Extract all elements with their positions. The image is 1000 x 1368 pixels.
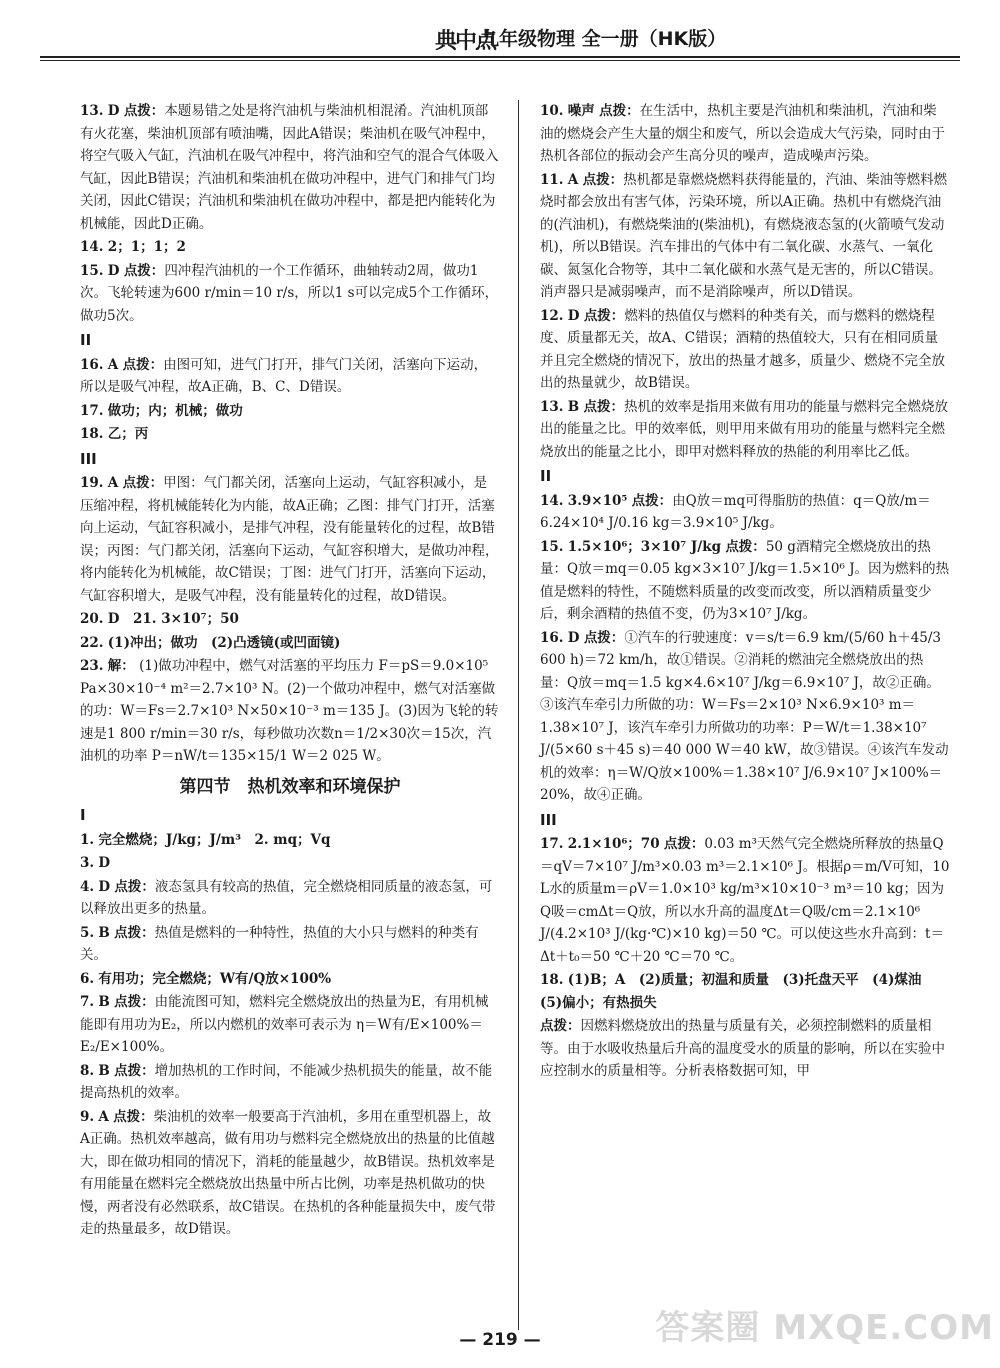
answer-key: A (567, 171, 579, 188)
question-number: 13. (540, 398, 564, 415)
hint-label: 点拨： (583, 307, 625, 324)
answer-key: D (98, 855, 111, 871)
hint-label: 点拨： (114, 1062, 155, 1079)
answer-key: 完全燃烧；J/kg；J/m³ 2. mq；Vq (98, 831, 331, 848)
answer-key: 2；1；1；2 (107, 239, 186, 255)
question-number: 22. (80, 634, 104, 651)
section-title: 第四节 热机效率和环境保护 (179, 776, 401, 797)
question-number: 10. (540, 103, 564, 119)
column-divider (518, 100, 519, 1330)
hint-label: 点拨： (583, 398, 625, 415)
answer-key: A (107, 475, 119, 491)
answer-key: A (98, 1108, 109, 1125)
explanation-text: 四冲程汽油机的一个工作循环，曲轴转动2周，做功1次。飞轮转速为600 r/min＝10 r/s，所以1 s可以完成5个工作循环，做功5次。 (80, 262, 499, 324)
answer-item (80, 876, 500, 921)
answer-item (540, 1015, 950, 1083)
answer-item (80, 608, 500, 631)
answer-key: D 21. 3×10⁷；50 (107, 611, 239, 627)
level-marker: I (80, 806, 86, 824)
explanation-text: 由图可知，进气门打开，排气门关闭，活塞向下运动，所以是吸气冲程，故A正确，B、C、D错误。 (80, 356, 488, 395)
hint-label: 点拨： (631, 492, 673, 509)
explanation-text: 在生活中，热机主要是汽油机和柴油机，汽油和柴油的燃烧会产生大量的烟尘和废气，所以会造成大气污染，同时由于热机各部位的振动会产生高分贝的噪声，造成噪声污染。 (540, 103, 945, 164)
level-marker: II (540, 467, 552, 485)
explanation-text: 50 g酒精完全燃烧放出的热量：Q放＝mq＝0.05 kg×3×10⁷ J/kg＝1.5×10⁶ J。因为燃料的热值是燃料的特性，不随燃料质量的改变而改变，所以酒精质量变少后，剩余酒精的热值不变，仍为3×10⁷ J/kg。 (540, 538, 950, 622)
level-marker: III (80, 449, 97, 468)
question-number: 16. (80, 356, 104, 373)
right-column (540, 100, 950, 1084)
answer-key: D (98, 878, 111, 895)
question-number: 9. (80, 1108, 95, 1125)
level-marker: III (540, 810, 557, 829)
answer-key: 乙；丙 (107, 426, 149, 442)
answer-item (540, 396, 950, 464)
answer-item (80, 852, 500, 875)
explanation-text: 热值是燃料的一种特性，热值的大小只与燃料的种类有关。 (80, 924, 479, 963)
explanation-text: 因燃料燃烧放出的热量与质量有关，必须控制燃料的质量相等。由于水吸收热量后升高的温度受水的质量的影响，所以在实验中应控制水的质量相等。分析表格数据可知，甲 (540, 1018, 945, 1079)
answer-item (540, 490, 950, 535)
explanation-text: 热机的效率是指用来做有用功的能量与燃料完全燃烧放出的能量之比。甲的效率低，则甲用来做有用功的能量与燃料完全燃烧放出的能量之比小，即甲对燃料释放的热能的利用率比乙低。 (540, 398, 949, 460)
answer-key: 噪声 (567, 103, 595, 119)
answer-key: D (107, 103, 120, 119)
explanation-text: 热机都是靠燃烧燃料获得能量的，汽油、柴油等燃料燃烧时都会放出有害气体，污染环境，所以A正确。热机中有燃烧汽油的(汽油机)，有燃烧柴油的(柴油机)，有燃烧液态氢的(火箭喷气发动机)，所以B错误。汽车排出的气体中有二氧化碳、水蒸气、一氧化碳、氮氢化合物等，其中二氧化碳和水蒸气是无害的，所以C错误。消声器只是减弱噪声，而不是消除噪声，所以D错误。 (540, 171, 948, 300)
answer-key: D (567, 629, 580, 646)
hint-label: 点拨： (113, 1108, 154, 1125)
question-number: 14. (80, 239, 104, 255)
answer-key: B (98, 994, 110, 1010)
answer-key: B (98, 1062, 110, 1079)
page-number: — 219 — (459, 1330, 541, 1350)
book-logo: 典中点 (435, 29, 496, 54)
answer-item (540, 100, 950, 168)
answer-key: B (98, 924, 110, 941)
question-number: 3. (80, 855, 95, 871)
question-number: 19. (80, 475, 104, 491)
explanation-text: 甲图：气门都关闭，活塞向上运动，气缸容积减小，是压缩冲程，将机械能转化为内能，故A正确；乙图：排气门打开，活塞向上运动，气缸容积减小，是排气冲程，没有能量转化的过程，故B错误；丙图：气门都关闭，活塞向下运动，气缸容积增大，是做功冲程，将内能转化为机械能，故C错误；丁图：进气门打开，活塞向下运动，气缸容积增大，是吸气冲程，没有能量转化的过程，故D错误。 (80, 475, 499, 604)
explanation-text: 由Q放＝mq可得脂肪的热值：q＝Q放/m＝6.24×10⁴ J/0.16 kg＝3.9×10⁵ J/kg。 (540, 492, 931, 531)
answer-key: D (107, 262, 120, 279)
explanation-text: 柴油机的效率一般要高于汽油机，多用在重型机器上，故A正确。热机效率越高，做有用功与燃料完全燃烧放出的热量的比值越大，即在做功相同的情况下，消耗的能量越少，故B错误。热机效率是有用能量在燃料完全燃烧放出热量中所占比例，功率是热机做功的快慢，两者没有必然联系，故C错误。在热机的各种能量损失中，废气带走的热量最多，故D错误。 (80, 1108, 496, 1237)
answer-item (80, 829, 500, 852)
watermark-logo: 答案圈 MXQE.COM (655, 1308, 994, 1348)
explanation-text: (1)做功冲程中，燃气对活塞的平均压力 F＝pS＝9.0×10⁵ Pa×30×10⁻⁴ m²＝2.7×10³ N。(2)一个做功冲程中，燃气对活塞做的功：W＝Fs＝2.7×10³ N×50×10⁻³ m＝135 J。(3)因为飞轮的转速是1 800 r/min＝30 r/s，每秒做功次数n＝1/2×30次＝15次，汽油机的功率 P＝nW/t＝135×15/1 W＝2 025 W。 (80, 658, 499, 764)
answer-item (80, 655, 500, 768)
answer-item (540, 833, 950, 968)
header-rule (40, 56, 960, 58)
answer-item (80, 922, 500, 967)
question-number: 15. (540, 538, 564, 555)
hint-label: 点拨： (599, 103, 640, 119)
answer-key: 有用功；完全燃烧；W有/Q放×100% (98, 970, 332, 987)
answer-item (80, 632, 500, 655)
answer-item (80, 100, 500, 235)
question-number: 14. (540, 492, 564, 509)
question-number: 8. (80, 1062, 95, 1079)
hint-label: 点拨： (122, 475, 164, 491)
left-column (80, 100, 500, 1242)
question-number: 6. (80, 970, 95, 987)
question-number: 11. (540, 171, 564, 188)
level-marker: II (80, 331, 92, 349)
answer-item (540, 536, 950, 626)
answer-key: 解： (107, 658, 135, 674)
question-number: 23. (80, 658, 104, 674)
question-number: 7. (80, 994, 95, 1010)
answer-item (80, 354, 500, 399)
hint-label: 点拨： (725, 538, 766, 555)
explanation-text: 本题易错之处是将汽油机与柴油机相混淆。汽油机顶部有火花塞，柴油机顶部有喷油嘴，因此A错误；柴油机在吸气冲程中，将空气吸入气缸，汽油机在吸气冲程中，将汽油和空气的混合气体吸入气缸，因此B错误；汽油机和柴油机在做功冲程中，进气门和排气门均关闭，因此C错误；汽油机和柴油机在做功冲程中，都是把内能转化为机械能，因此D正确。 (80, 103, 499, 232)
question-number: 5. (80, 924, 95, 941)
explanation-text: 液态氢具有较高的热值，完全燃烧相同质量的液态氢，可以释放出更多的热量。 (80, 878, 493, 917)
explanation-text: 增加热机的工作时间，不能减少热机损失的能量，故不能提高热机的效率。 (80, 1062, 493, 1101)
answer-item (80, 991, 500, 1059)
answer-item (80, 400, 500, 423)
answer-key: B (567, 398, 580, 415)
answer-item (540, 969, 950, 1014)
answer-key: 2.1×10⁶；70 (567, 836, 660, 852)
hint-label: 点拨： (582, 171, 624, 188)
hint-label: 点拨： (583, 629, 625, 646)
answer-item (80, 1060, 500, 1105)
hint-label: 点拨： (123, 262, 165, 279)
answer-item (540, 169, 950, 304)
answer-item (80, 968, 500, 991)
book-title: 九年级物理 全一册（HK版） (480, 28, 727, 50)
question-number: 18. (540, 972, 564, 988)
answer-key: (1)B；A (2)质量；初温和质量 (3)托盘天平 (4)煤油 (5)偏小；有热损失 (540, 972, 935, 1011)
answer-key: 做功；内；机械；做功 (107, 402, 243, 419)
explanation-text: 0.03 m³天然气完全燃烧所释放的热量Q＝qV＝7×10⁷ J/m³×0.03 m³＝2.1×10⁶ J。根据ρ＝m/V可知，10 L水的质量m＝ρV＝1.0×10³ kg/m³×10×10⁻³ m³＝10 kg；因为Q吸＝cmΔt＝Q放，所以水升高的温度Δt＝Q吸/cm＝2.1×10⁶ J/(4.2×10³ J/(kg·℃)×10 kg)＝50 ℃。可以使这些水升高到：t＝Δt＋t₀＝50 ℃＋20 ℃＝70 ℃。 (540, 836, 950, 965)
hint-label: 点拨： (540, 1018, 581, 1034)
question-number: 17. (80, 402, 104, 419)
answer-key: 1.5×10⁶；3×10⁷ J/kg (567, 538, 722, 555)
hint-label: 点拨： (114, 878, 155, 895)
hint-label: 点拨： (114, 994, 155, 1010)
answer-item (80, 423, 500, 446)
answer-item (80, 260, 500, 328)
explanation-text: 燃料的热值仅与燃料的种类有关，而与燃料的燃烧程度、质量都无关，故A、C错误；酒精的热值较大，只有在相同质量并且完全燃烧的情况下，放出的热量才越多，质量少、燃烧不完全放出的热量就少，故B错误。 (540, 307, 945, 391)
hint-label: 点拨： (123, 103, 165, 119)
question-number: 20. (80, 611, 104, 627)
question-number: 4. (80, 878, 95, 895)
question-number: 17. (540, 836, 564, 852)
hint-label: 点拨： (122, 356, 164, 373)
answer-item (540, 305, 950, 395)
question-number: 15. (80, 262, 104, 279)
answer-key: D (567, 307, 580, 324)
answer-key: A (107, 356, 119, 373)
explanation-text: ①汽车的行驶速度：v＝s/t＝6.9 km/(5/60 h＋45/3 600 h)＝72 km/h，故①错误。②消耗的燃油完全燃烧放出的热量：Q放＝mq＝1.5 kg×4.6×10⁷ J/kg＝6.9×10⁷ J，故②正确。③该汽车牵引力所做的功：W＝Fs＝2×10³ N×6.9×10³ m＝1.38×10⁷ J，该汽车牵引力所做功的功率：P＝W/t＝1.38×10⁷ J/(5×60 s＋45 s)＝40 000 W＝40 kW，故③错误。④该汽车发动机的效率：η＝W/Q放×100%＝1.38×10⁷ J/6.9×10⁷ J×100%＝20%，故④正确。 (540, 629, 949, 803)
page-header (40, 6, 960, 56)
question-number: 18. (80, 426, 104, 442)
hint-label: 点拨： (663, 836, 705, 852)
answer-item (80, 472, 500, 607)
question-number: 13. (80, 103, 104, 119)
question-number: 12. (540, 307, 564, 324)
hint-label: 点拨： (114, 924, 155, 941)
answer-key: (1)冲出；做功 (2)凸透镜(或凹面镜) (107, 634, 341, 651)
header-rule-thin (40, 60, 960, 61)
question-number: 1. (80, 831, 95, 848)
answer-item (540, 627, 950, 807)
question-number: 16. (540, 629, 564, 646)
answer-item (80, 1106, 500, 1241)
explanation-text: 由能流图可知，燃料完全燃烧放出的热量为E，有用机械能即有用功为E₂，所以内燃机的效率可表示为 η＝W有/E×100%＝E₂/E×100%。 (80, 994, 489, 1055)
answer-item (80, 236, 500, 259)
answer-key: 3.9×10⁵ (567, 492, 628, 509)
